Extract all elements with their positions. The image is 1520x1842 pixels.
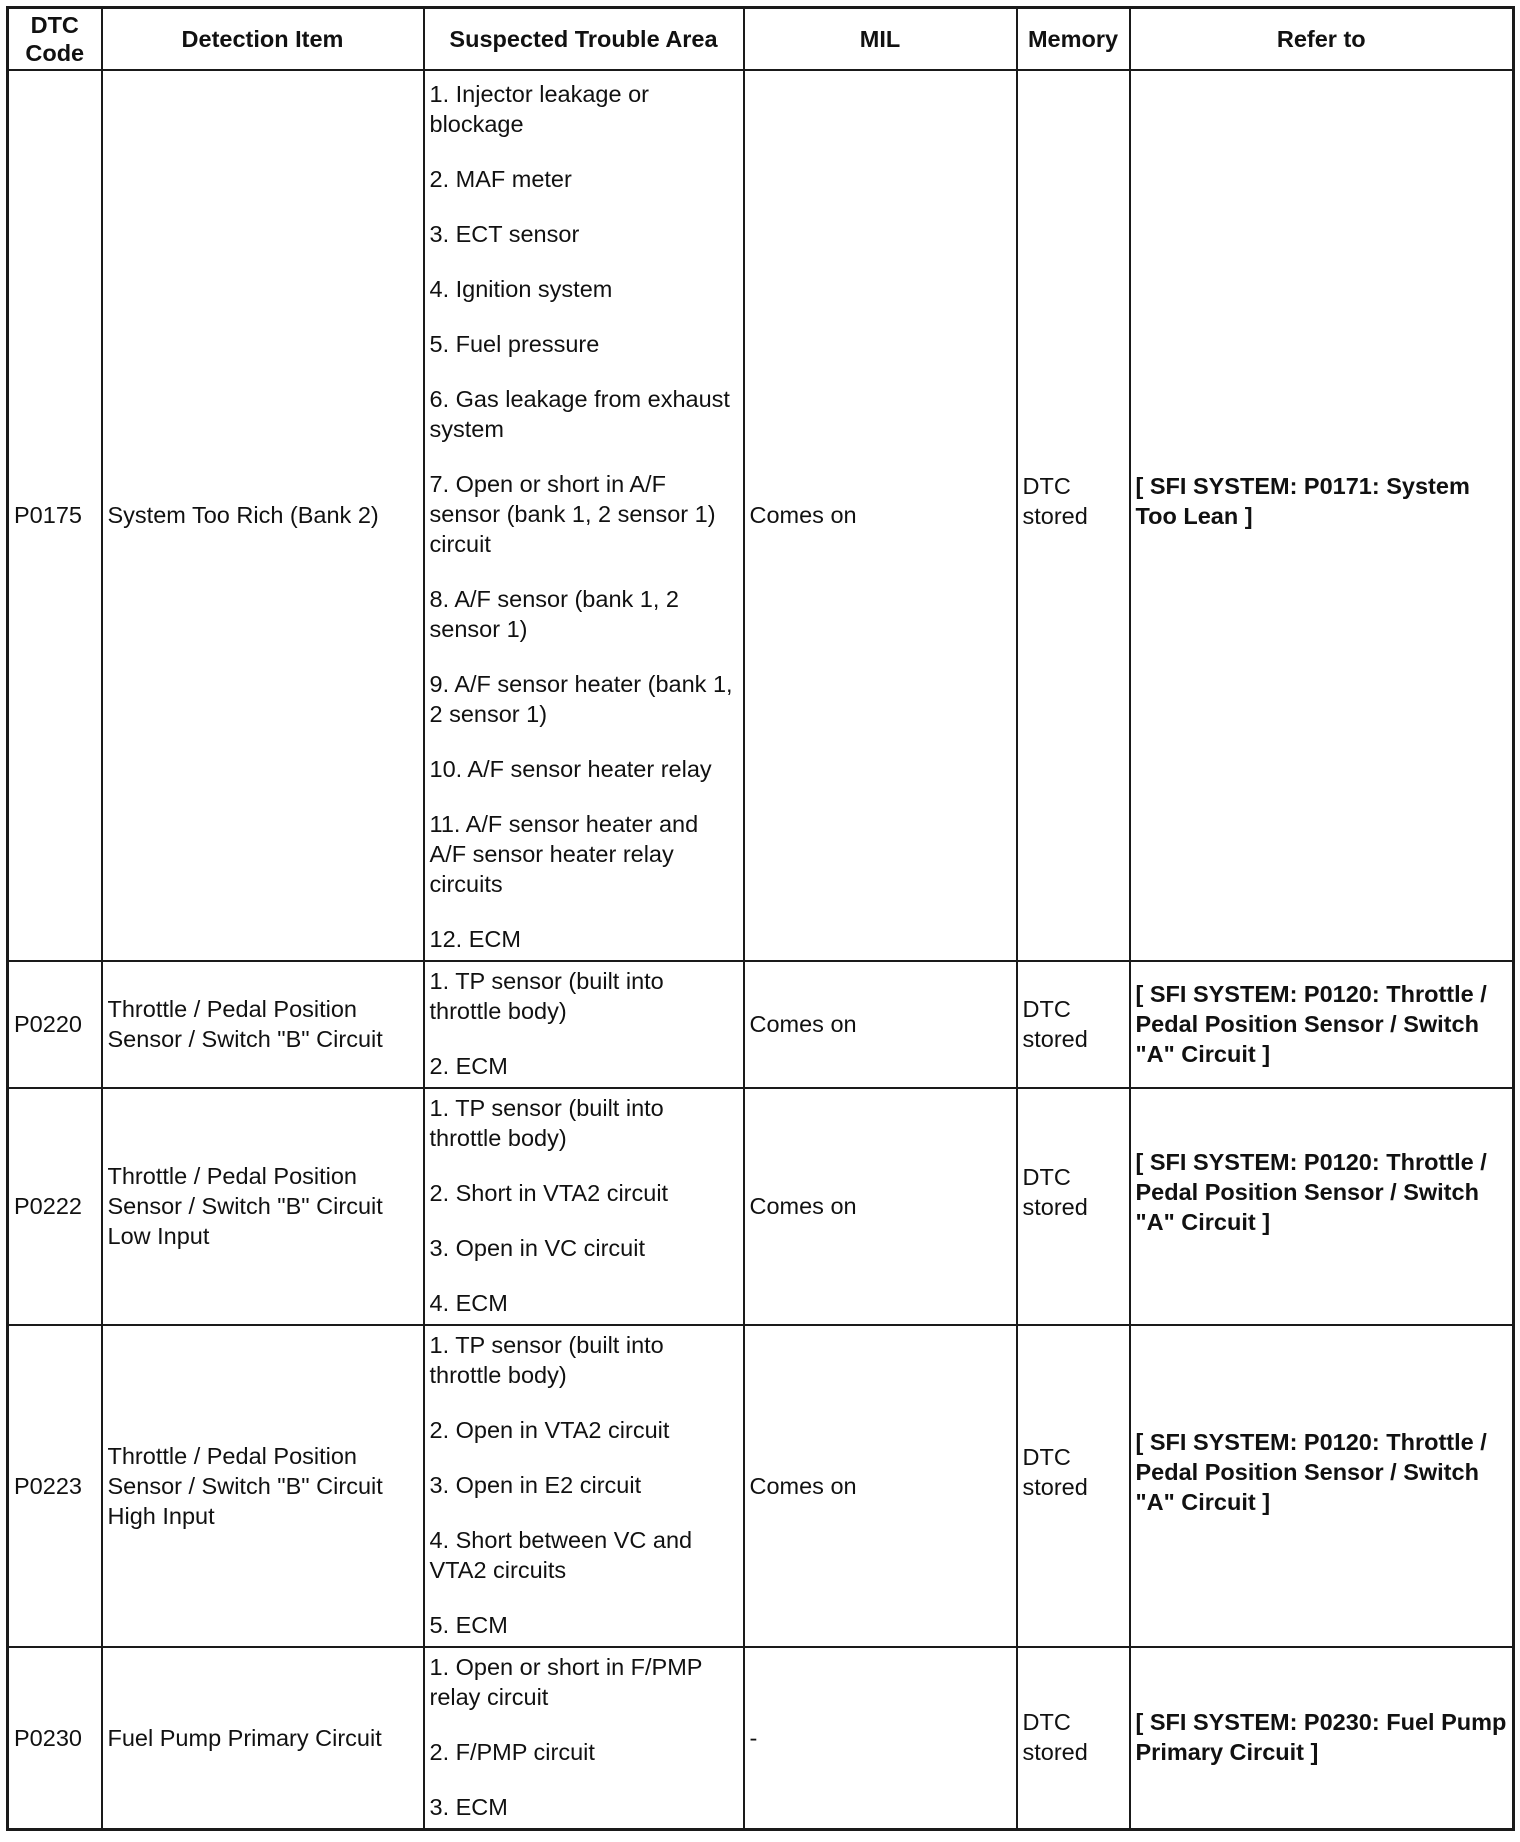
trouble-area-item: 2. Open in VTA2 circuit xyxy=(429,1416,670,1443)
trouble-area-list xyxy=(430,966,738,1081)
memory-text: DTC stored xyxy=(1022,1443,1088,1500)
detection-item-cell: Throttle / Pedal Position Sensor / Switch "B" Circuit xyxy=(102,961,424,1088)
header-mil: MIL xyxy=(744,8,1017,70)
trouble-area-item: 1. Open or short in F/PMP relay circuit xyxy=(429,1653,703,1710)
trouble-area-item: 2. ECM xyxy=(429,1052,508,1079)
refer-to-link[interactable]: [ SFI SYSTEM: P0171: System Too Lean ] xyxy=(1135,473,1470,529)
trouble-area-item: 1. Injector leakage or blockage xyxy=(429,80,649,137)
header-refer-to: Refer to xyxy=(1130,8,1514,70)
header-dtc-code: DTC Code xyxy=(8,8,102,70)
memory-text: DTC stored xyxy=(1022,473,1088,529)
table-row xyxy=(8,1647,1514,1830)
memory-cell xyxy=(1017,1088,1130,1325)
refer-to-cell xyxy=(1130,961,1514,1088)
header-detection-item: Detection Item xyxy=(102,8,424,70)
trouble-area-item: 3. Open in E2 circuit xyxy=(429,1471,642,1498)
trouble-area-item: 1. TP sensor (built into throttle body) xyxy=(429,1094,664,1151)
memory-text: DTC stored xyxy=(1022,1164,1088,1220)
dtc-code-cell: P0175 xyxy=(8,70,102,961)
memory-cell xyxy=(1017,961,1130,1088)
suspected-trouble-area-cell xyxy=(424,70,744,961)
dtc-code-cell: P0220 xyxy=(8,961,102,1088)
detection-item-cell: Fuel Pump Primary Circuit xyxy=(102,1647,424,1830)
memory-cell xyxy=(1017,70,1130,961)
refer-to-cell xyxy=(1130,1088,1514,1325)
trouble-area-item: 8. A/F sensor (bank 1, 2 sensor 1) xyxy=(429,585,679,642)
table-row xyxy=(8,1088,1514,1325)
trouble-area-list xyxy=(430,79,738,954)
trouble-area-item: 5. ECM xyxy=(429,1611,508,1638)
trouble-area-item: 2. F/PMP circuit xyxy=(429,1738,595,1765)
suspected-trouble-area-cell xyxy=(424,1325,744,1647)
mil-cell: Comes on xyxy=(744,1088,1017,1325)
trouble-area-item: 1. TP sensor (built into throttle body) xyxy=(429,1331,664,1388)
suspected-trouble-area-cell xyxy=(424,1647,744,1830)
dtc-code-cell: P0223 xyxy=(8,1325,102,1647)
detection-item-cell: System Too Rich (Bank 2) xyxy=(102,70,424,961)
detection-item-cell: Throttle / Pedal Position Sensor / Switch "B" Circuit High Input xyxy=(102,1325,424,1647)
refer-to-link[interactable]: [ SFI SYSTEM: P0230: Fuel Pump Primary Circuit ] xyxy=(1135,1708,1507,1765)
trouble-area-item: 10. A/F sensor heater relay xyxy=(429,755,712,782)
memory-text: DTC stored xyxy=(1022,1708,1088,1765)
trouble-area-item: 3. ECT sensor xyxy=(429,220,580,247)
trouble-area-item: 12. ECM xyxy=(429,925,521,952)
trouble-area-list xyxy=(430,1652,738,1822)
memory-cell xyxy=(1017,1647,1130,1830)
header-row xyxy=(8,8,1514,70)
dtc-table xyxy=(6,6,1515,1831)
trouble-area-item: 9. A/F sensor heater (bank 1, 2 sensor 1) xyxy=(429,670,733,727)
header-suspected-trouble-area: Suspected Trouble Area xyxy=(424,8,744,70)
trouble-area-item: 3. ECM xyxy=(429,1793,508,1820)
memory-text: DTC stored xyxy=(1022,996,1088,1052)
trouble-area-item: 6. Gas leakage from exhaust system xyxy=(429,385,730,442)
table-row xyxy=(8,1325,1514,1647)
trouble-area-item: 1. TP sensor (built into throttle body) xyxy=(429,967,664,1024)
memory-cell xyxy=(1017,1325,1130,1647)
trouble-area-item: 2. Short in VTA2 circuit xyxy=(429,1179,669,1206)
dtc-code-cell: P0222 xyxy=(8,1088,102,1325)
mil-cell: Comes on xyxy=(744,961,1017,1088)
trouble-area-item: 7. Open or short in A/F sensor (bank 1, 2 sensor 1) circuit xyxy=(429,470,716,557)
trouble-area-list xyxy=(430,1330,738,1640)
dtc-code-cell: P0230 xyxy=(8,1647,102,1830)
trouble-area-item: 2. MAF meter xyxy=(429,165,572,192)
trouble-area-item: 5. Fuel pressure xyxy=(429,330,600,357)
trouble-area-item: 4. Short between VC and VTA2 circuits xyxy=(429,1526,693,1583)
header-memory: Memory xyxy=(1017,8,1130,70)
refer-to-cell xyxy=(1130,1325,1514,1647)
trouble-area-item: 4. Ignition system xyxy=(429,275,613,302)
trouble-area-list xyxy=(430,1093,738,1318)
table-row xyxy=(8,70,1514,961)
refer-to-cell xyxy=(1130,70,1514,961)
mil-cell: - xyxy=(744,1647,1017,1830)
trouble-area-item: 4. ECM xyxy=(429,1289,508,1316)
detection-item-cell: Throttle / Pedal Position Sensor / Switch "B" Circuit Low Input xyxy=(102,1088,424,1325)
mil-cell: Comes on xyxy=(744,70,1017,961)
table-row xyxy=(8,961,1514,1088)
mil-cell: Comes on xyxy=(744,1325,1017,1647)
refer-to-link[interactable]: [ SFI SYSTEM: P0120: Throttle / Pedal Position Sensor / Switch "A" Circuit ] xyxy=(1135,1428,1487,1515)
suspected-trouble-area-cell xyxy=(424,1088,744,1325)
trouble-area-item: 3. Open in VC circuit xyxy=(429,1234,646,1261)
refer-to-link[interactable]: [ SFI SYSTEM: P0120: Throttle / Pedal Position Sensor / Switch "A" Circuit ] xyxy=(1135,1149,1487,1235)
trouble-area-item: 11. A/F sensor heater and A/F sensor heater relay circuits xyxy=(429,810,699,897)
refer-to-link[interactable]: [ SFI SYSTEM: P0120: Throttle / Pedal Position Sensor / Switch "A" Circuit ] xyxy=(1135,981,1487,1067)
suspected-trouble-area-cell xyxy=(424,961,744,1088)
refer-to-cell xyxy=(1130,1647,1514,1830)
